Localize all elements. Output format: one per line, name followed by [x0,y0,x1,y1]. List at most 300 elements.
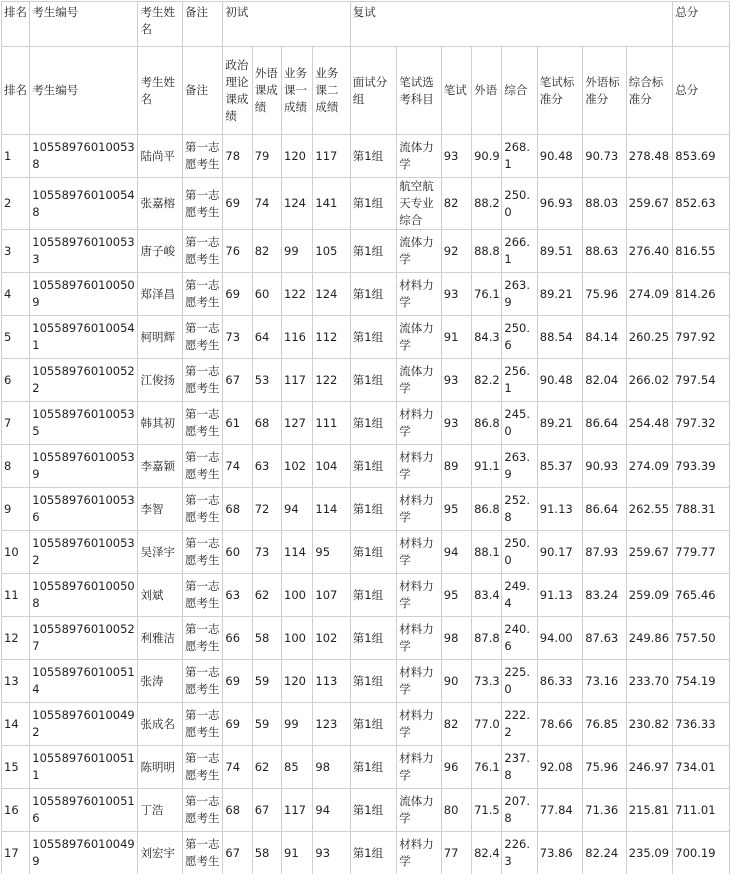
cell-overall: 256.1 [502,359,537,402]
cell-note: 第一志愿考生 [182,660,222,703]
cell-total: 711.01 [673,789,730,832]
cell-candidate-no: 105589760100548 [30,178,138,230]
cell-lang-std: 86.64 [583,488,626,531]
subheader-note: 备注 [182,47,222,135]
cell-name: 李嘉颖 [138,445,182,488]
cell-written-std: 88.54 [537,316,583,359]
table-row [2,273,730,316]
subheader-total: 总分 [673,47,730,135]
cell-written: 94 [441,531,471,574]
cell-candidate-no: 105589760100536 [30,488,138,531]
cell-lang-std: 88.03 [583,178,626,230]
cell-subject: 流体力学 [397,230,441,273]
cell-overall-std: 262.55 [626,488,673,531]
cell-lang: 82.2 [472,359,502,402]
table-row [2,445,730,488]
subheader-rank: 排名 [2,47,30,135]
cell-lang: 71.5 [472,789,502,832]
cell-group: 第1组 [350,531,397,574]
cell-lang: 76.1 [472,746,502,789]
table-row [2,135,730,178]
cell-subject: 航空航天专业综合 [397,178,441,230]
header-prelim: 初试 [223,2,350,47]
cell-candidate-no: 105589760100527 [30,617,138,660]
cell-overall: 252.8 [502,488,537,531]
subheader-lang-std: 外语标准分 [583,47,626,135]
cell-politics: 66 [223,617,252,660]
cell-subject: 材料力学 [397,445,441,488]
subheader-written: 笔试 [441,47,471,135]
cell-course2: 117 [313,135,350,178]
cell-name: 刘宏宇 [138,832,182,875]
cell-lang-std: 86.64 [583,402,626,445]
subheader-foreign: 外语课成绩 [252,47,281,135]
cell-total: 793.39 [673,445,730,488]
cell-foreign: 59 [252,660,281,703]
table-row [2,402,730,445]
cell-course2: 93 [313,832,350,875]
cell-candidate-no: 105589760100522 [30,359,138,402]
table-row [2,230,730,273]
cell-note: 第一志愿考生 [182,178,222,230]
cell-course2: 104 [313,445,350,488]
cell-candidate-no: 105589760100535 [30,402,138,445]
cell-overall-std: 249.86 [626,617,673,660]
cell-course1: 100 [282,574,313,617]
subheader-course1: 业务课一成绩 [282,47,313,135]
cell-total: 734.01 [673,746,730,789]
cell-total: 852.63 [673,178,730,230]
cell-note: 第一志愿考生 [182,273,222,316]
cell-group: 第1组 [350,574,397,617]
cell-rank: 1 [2,135,30,178]
cell-written: 82 [441,703,471,746]
cell-group: 第1组 [350,789,397,832]
cell-written-std: 90.17 [537,531,583,574]
cell-rank: 15 [2,746,30,789]
cell-name: 丁浩 [138,789,182,832]
cell-name: 利雅洁 [138,617,182,660]
cell-lang-std: 90.73 [583,135,626,178]
cell-course2: 124 [313,273,350,316]
cell-group: 第1组 [350,703,397,746]
cell-foreign: 59 [252,703,281,746]
cell-lang: 90.9 [472,135,502,178]
cell-group: 第1组 [350,660,397,703]
cell-foreign: 58 [252,832,281,875]
cell-overall-std: 246.97 [626,746,673,789]
cell-lang-std: 75.96 [583,273,626,316]
cell-name: 柯明辉 [138,316,182,359]
cell-group: 第1组 [350,273,397,316]
cell-lang: 88.8 [472,230,502,273]
cell-lang-std: 87.93 [583,531,626,574]
cell-course1: 120 [282,135,313,178]
cell-note: 第一志愿考生 [182,746,222,789]
cell-lang-std: 84.14 [583,316,626,359]
cell-written: 93 [441,359,471,402]
cell-politics: 69 [223,178,252,230]
subheader-politics: 政治理论课成绩 [223,47,252,135]
cell-lang-std: 75.96 [583,746,626,789]
cell-note: 第一志愿考生 [182,488,222,531]
cell-written-std: 92.08 [537,746,583,789]
cell-course2: 114 [313,488,350,531]
cell-foreign: 67 [252,789,281,832]
cell-course2: 102 [313,617,350,660]
cell-written: 95 [441,574,471,617]
cell-written-std: 94.00 [537,617,583,660]
cell-total: 816.55 [673,230,730,273]
cell-total: 736.33 [673,703,730,746]
cell-overall-std: 233.70 [626,660,673,703]
cell-candidate-no: 105589760100492 [30,703,138,746]
cell-group: 第1组 [350,746,397,789]
cell-total: 779.77 [673,531,730,574]
cell-lang: 82.4 [472,832,502,875]
table-row [2,617,730,660]
cell-subject: 材料力学 [397,531,441,574]
cell-lang: 88.1 [472,531,502,574]
cell-written-std: 78.66 [537,703,583,746]
cell-candidate-no: 105589760100509 [30,273,138,316]
cell-overall: 237.8 [502,746,537,789]
cell-name: 陆尚平 [138,135,182,178]
cell-rank: 16 [2,789,30,832]
cell-total: 814.26 [673,273,730,316]
cell-total: 788.31 [673,488,730,531]
cell-overall: 250.0 [502,178,537,230]
cell-written: 90 [441,660,471,703]
cell-overall-std: 259.09 [626,574,673,617]
cell-candidate-no: 105589760100539 [30,445,138,488]
cell-course1: 117 [282,359,313,402]
cell-written-std: 85.37 [537,445,583,488]
cell-written-std: 96.93 [537,178,583,230]
cell-course2: 112 [313,316,350,359]
cell-course1: 117 [282,789,313,832]
cell-note: 第一志愿考生 [182,359,222,402]
cell-politics: 68 [223,488,252,531]
cell-politics: 60 [223,531,252,574]
cell-written-std: 91.13 [537,574,583,617]
cell-lang-std: 82.04 [583,359,626,402]
cell-course2: 111 [313,402,350,445]
cell-overall: 222.2 [502,703,537,746]
cell-overall: 266.1 [502,230,537,273]
cell-overall-std: 259.67 [626,178,673,230]
cell-lang: 88.2 [472,178,502,230]
cell-course2: 105 [313,230,350,273]
table-row [2,531,730,574]
cell-candidate-no: 105589760100514 [30,660,138,703]
cell-course1: 85 [282,746,313,789]
cell-written-std: 90.48 [537,135,583,178]
cell-overall-std: 230.82 [626,703,673,746]
cell-lang: 73.3 [472,660,502,703]
cell-candidate-no: 105589760100538 [30,135,138,178]
cell-overall: 250.6 [502,316,537,359]
cell-written: 96 [441,746,471,789]
cell-note: 第一志愿考生 [182,617,222,660]
cell-written-std: 77.84 [537,789,583,832]
header-candidate-no: 考生编号 [30,2,138,47]
subheader-subject: 笔试选考科目 [397,47,441,135]
cell-overall-std: 260.25 [626,316,673,359]
cell-name: 李智 [138,488,182,531]
cell-total: 797.54 [673,359,730,402]
cell-course1: 122 [282,273,313,316]
cell-subject: 流体力学 [397,789,441,832]
subheader-candidate-no: 考生编号 [30,47,138,135]
cell-foreign: 64 [252,316,281,359]
cell-lang-std: 88.63 [583,230,626,273]
cell-subject: 流体力学 [397,359,441,402]
cell-note: 第一志愿考生 [182,574,222,617]
cell-course1: 94 [282,488,313,531]
cell-course2: 94 [313,789,350,832]
cell-politics: 74 [223,445,252,488]
header-retest: 复试 [350,2,672,47]
cell-group: 第1组 [350,445,397,488]
cell-course1: 127 [282,402,313,445]
cell-foreign: 62 [252,574,281,617]
cell-group: 第1组 [350,230,397,273]
cell-name: 江俊扬 [138,359,182,402]
cell-note: 第一志愿考生 [182,531,222,574]
subheader-course2: 业务课二成绩 [313,47,350,135]
cell-lang-std: 83.24 [583,574,626,617]
cell-rank: 3 [2,230,30,273]
table-row [2,832,730,875]
cell-lang: 91.1 [472,445,502,488]
cell-name: 吴泽宇 [138,531,182,574]
cell-politics: 69 [223,703,252,746]
cell-course2: 113 [313,660,350,703]
cell-politics: 67 [223,832,252,875]
cell-candidate-no: 105589760100511 [30,746,138,789]
cell-lang-std: 73.16 [583,660,626,703]
table-row [2,359,730,402]
cell-subject: 材料力学 [397,574,441,617]
cell-subject: 材料力学 [397,488,441,531]
cell-name: 刘斌 [138,574,182,617]
cell-rank: 9 [2,488,30,531]
cell-course1: 99 [282,703,313,746]
cell-candidate-no: 105589760100541 [30,316,138,359]
cell-candidate-no: 105589760100499 [30,832,138,875]
cell-written-std: 89.21 [537,273,583,316]
cell-subject: 材料力学 [397,617,441,660]
cell-foreign: 72 [252,488,281,531]
cell-politics: 61 [223,402,252,445]
cell-written: 82 [441,178,471,230]
cell-total: 754.19 [673,660,730,703]
cell-name: 陈明明 [138,746,182,789]
cell-note: 第一志愿考生 [182,789,222,832]
subheader-name: 考生姓名 [138,47,182,135]
cell-subject: 流体力学 [397,316,441,359]
table-row [2,178,730,230]
cell-note: 第一志愿考生 [182,316,222,359]
cell-group: 第1组 [350,832,397,875]
cell-rank: 6 [2,359,30,402]
cell-note: 第一志愿考生 [182,135,222,178]
cell-written: 80 [441,789,471,832]
cell-overall: 245.0 [502,402,537,445]
cell-total: 797.32 [673,402,730,445]
cell-course1: 116 [282,316,313,359]
cell-lang: 86.8 [472,402,502,445]
cell-written-std: 73.86 [537,832,583,875]
cell-overall-std: 254.48 [626,402,673,445]
cell-rank: 11 [2,574,30,617]
cell-rank: 14 [2,703,30,746]
cell-foreign: 74 [252,178,281,230]
header-row-sub [2,47,730,135]
header-rank: 排名 [2,2,30,47]
cell-course1: 100 [282,617,313,660]
table-body [2,135,730,875]
cell-course1: 102 [282,445,313,488]
cell-course2: 95 [313,531,350,574]
table-row [2,316,730,359]
cell-lang: 76.1 [472,273,502,316]
cell-overall-std: 215.81 [626,789,673,832]
table-row [2,488,730,531]
cell-subject: 流体力学 [397,135,441,178]
cell-candidate-no: 105589760100516 [30,789,138,832]
cell-lang: 84.3 [472,316,502,359]
cell-written: 77 [441,832,471,875]
cell-overall-std: 276.40 [626,230,673,273]
cell-overall-std: 278.48 [626,135,673,178]
cell-foreign: 68 [252,402,281,445]
cell-lang-std: 82.24 [583,832,626,875]
cell-written: 93 [441,273,471,316]
subheader-overall-std: 综合标准分 [626,47,673,135]
cell-lang-std: 90.93 [583,445,626,488]
cell-overall: 250.0 [502,531,537,574]
cell-foreign: 79 [252,135,281,178]
cell-group: 第1组 [350,135,397,178]
cell-rank: 17 [2,832,30,875]
cell-rank: 13 [2,660,30,703]
cell-foreign: 82 [252,230,281,273]
cell-foreign: 58 [252,617,281,660]
cell-note: 第一志愿考生 [182,230,222,273]
cell-group: 第1组 [350,178,397,230]
cell-course2: 98 [313,746,350,789]
cell-name: 韩其初 [138,402,182,445]
cell-foreign: 62 [252,746,281,789]
cell-total: 757.50 [673,617,730,660]
table-row [2,789,730,832]
cell-overall: 225.0 [502,660,537,703]
cell-overall: 240.6 [502,617,537,660]
cell-written: 95 [441,488,471,531]
header-note: 备注 [182,2,222,47]
cell-note: 第一志愿考生 [182,832,222,875]
cell-overall-std: 274.09 [626,445,673,488]
cell-politics: 76 [223,230,252,273]
cell-overall: 249.4 [502,574,537,617]
cell-course1: 120 [282,660,313,703]
header-row-top [2,2,730,47]
cell-written-std: 89.51 [537,230,583,273]
cell-overall: 268.1 [502,135,537,178]
header-total: 总分 [673,2,730,47]
cell-course2: 141 [313,178,350,230]
cell-subject: 材料力学 [397,703,441,746]
cell-written-std: 89.21 [537,402,583,445]
cell-course2: 122 [313,359,350,402]
subheader-group: 面试分组 [350,47,397,135]
cell-written: 92 [441,230,471,273]
cell-overall: 226.3 [502,832,537,875]
cell-rank: 10 [2,531,30,574]
cell-politics: 63 [223,574,252,617]
cell-politics: 69 [223,660,252,703]
cell-overall-std: 259.67 [626,531,673,574]
cell-total: 700.19 [673,832,730,875]
cell-lang-std: 87.63 [583,617,626,660]
cell-rank: 8 [2,445,30,488]
cell-subject: 材料力学 [397,660,441,703]
cell-overall-std: 274.09 [626,273,673,316]
cell-rank: 4 [2,273,30,316]
cell-lang: 77.0 [472,703,502,746]
table-row [2,660,730,703]
table-row [2,746,730,789]
cell-total: 797.92 [673,316,730,359]
cell-written: 93 [441,135,471,178]
cell-note: 第一志愿考生 [182,703,222,746]
cell-name: 郑泽昌 [138,273,182,316]
cell-politics: 67 [223,359,252,402]
subheader-written-std: 笔试标准分 [537,47,583,135]
cell-foreign: 73 [252,531,281,574]
cell-written: 89 [441,445,471,488]
score-table [1,1,730,874]
cell-subject: 材料力学 [397,832,441,875]
cell-written: 91 [441,316,471,359]
cell-foreign: 63 [252,445,281,488]
cell-total: 765.46 [673,574,730,617]
cell-foreign: 60 [252,273,281,316]
cell-course2: 107 [313,574,350,617]
cell-rank: 5 [2,316,30,359]
cell-note: 第一志愿考生 [182,445,222,488]
cell-course1: 114 [282,531,313,574]
cell-name: 张涛 [138,660,182,703]
cell-politics: 68 [223,789,252,832]
table-row [2,574,730,617]
cell-group: 第1组 [350,402,397,445]
cell-subject: 材料力学 [397,273,441,316]
cell-written-std: 91.13 [537,488,583,531]
cell-overall-std: 266.02 [626,359,673,402]
cell-course1: 91 [282,832,313,875]
cell-foreign: 53 [252,359,281,402]
cell-course1: 124 [282,178,313,230]
cell-lang: 83.4 [472,574,502,617]
cell-group: 第1组 [350,359,397,402]
cell-overall: 263.9 [502,273,537,316]
cell-lang-std: 76.85 [583,703,626,746]
cell-lang: 86.8 [472,488,502,531]
cell-written: 98 [441,617,471,660]
